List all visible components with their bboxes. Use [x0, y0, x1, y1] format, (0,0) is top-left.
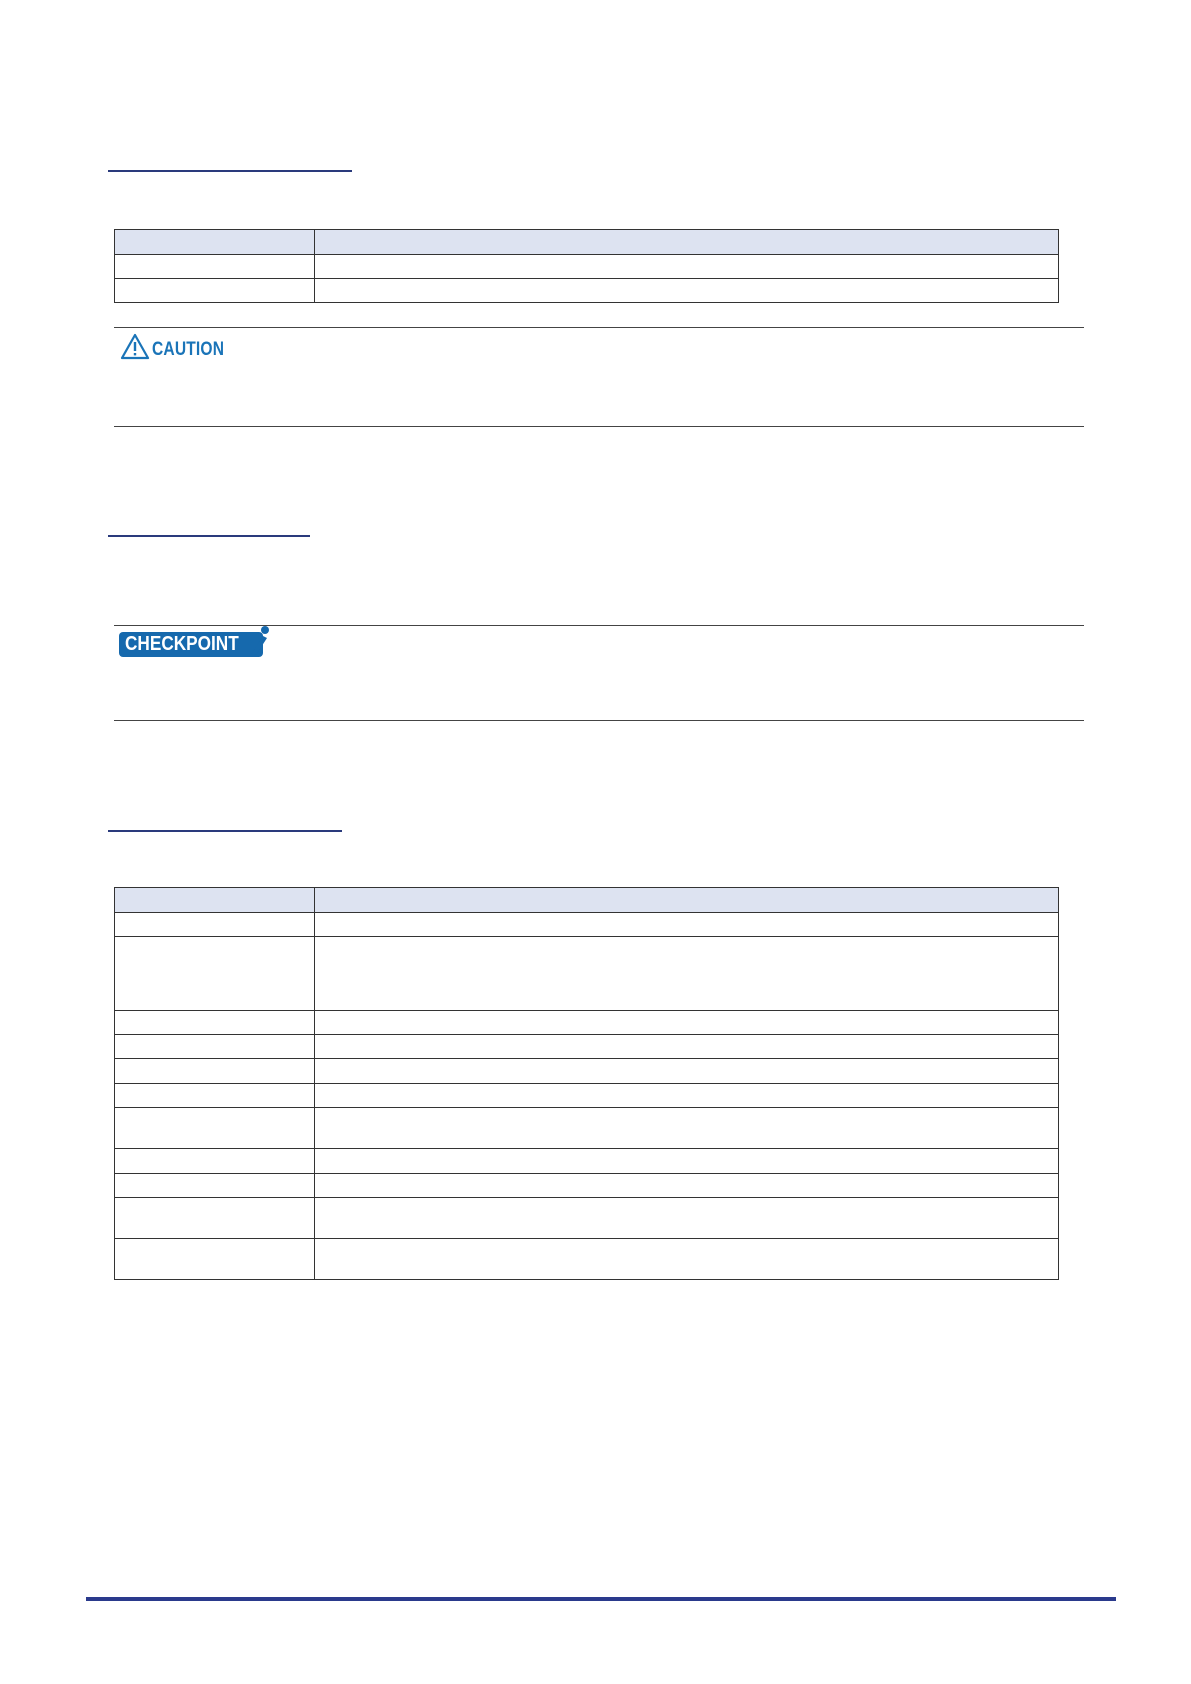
table-cell — [115, 1059, 315, 1084]
checkpoint-bottom-rule — [114, 720, 1084, 721]
table-row — [115, 1011, 1059, 1035]
table-row — [115, 1174, 1059, 1198]
table-cell — [315, 1059, 1059, 1084]
table2 — [114, 887, 1059, 1280]
table-cell — [315, 1149, 1059, 1174]
table-header-row — [115, 888, 1059, 913]
table-cell — [115, 1084, 315, 1108]
table-row — [115, 1149, 1059, 1174]
table-row — [115, 937, 1059, 1011]
table-cell — [315, 1174, 1059, 1198]
table-cell — [315, 1035, 1059, 1059]
table-cell — [115, 1108, 315, 1149]
table-cell — [115, 1149, 315, 1174]
table-row — [115, 1035, 1059, 1059]
caution-bottom-rule — [114, 426, 1084, 427]
table-cell — [115, 913, 315, 937]
table-cell — [115, 1035, 315, 1059]
table1 — [114, 229, 1059, 303]
table-row — [115, 1084, 1059, 1108]
table-row — [115, 1239, 1059, 1280]
table-cell — [115, 1011, 315, 1035]
table-cell — [115, 1239, 315, 1280]
table-cell — [315, 1011, 1059, 1035]
table-cell — [115, 255, 315, 279]
table-header-cell — [115, 230, 315, 255]
table-row — [115, 1108, 1059, 1149]
table-row — [115, 1059, 1059, 1084]
table-cell — [115, 279, 315, 303]
table-cell — [315, 255, 1059, 279]
section3-heading-underline — [108, 830, 342, 832]
warning-triangle-icon — [120, 333, 150, 360]
table-cell — [315, 279, 1059, 303]
table-row — [115, 913, 1059, 937]
table-cell — [315, 1108, 1059, 1149]
pencil-icon — [246, 625, 272, 657]
caution-label: CAUTION — [152, 339, 225, 360]
table-cell — [115, 1198, 315, 1239]
table-header-cell — [115, 888, 315, 913]
caution-top-rule — [114, 327, 1084, 328]
table-cell — [315, 1084, 1059, 1108]
table-cell — [315, 913, 1059, 937]
table-cell — [315, 937, 1059, 1011]
table-row — [115, 255, 1059, 279]
table-row — [115, 1198, 1059, 1239]
table-cell — [315, 1239, 1059, 1280]
table-cell — [115, 937, 315, 1011]
table-row — [115, 279, 1059, 303]
table-header-cell — [315, 888, 1059, 913]
table-cell — [315, 1198, 1059, 1239]
table-cell — [115, 1174, 315, 1198]
table-header-cell — [315, 230, 1059, 255]
table-header-row — [115, 230, 1059, 255]
checkpoint-badge — [119, 632, 263, 657]
checkpoint-label: CHECKPOINT — [125, 633, 239, 655]
section2-heading-underline — [108, 535, 310, 537]
section1-heading-underline — [108, 170, 352, 172]
footer-rule — [86, 1597, 1116, 1601]
